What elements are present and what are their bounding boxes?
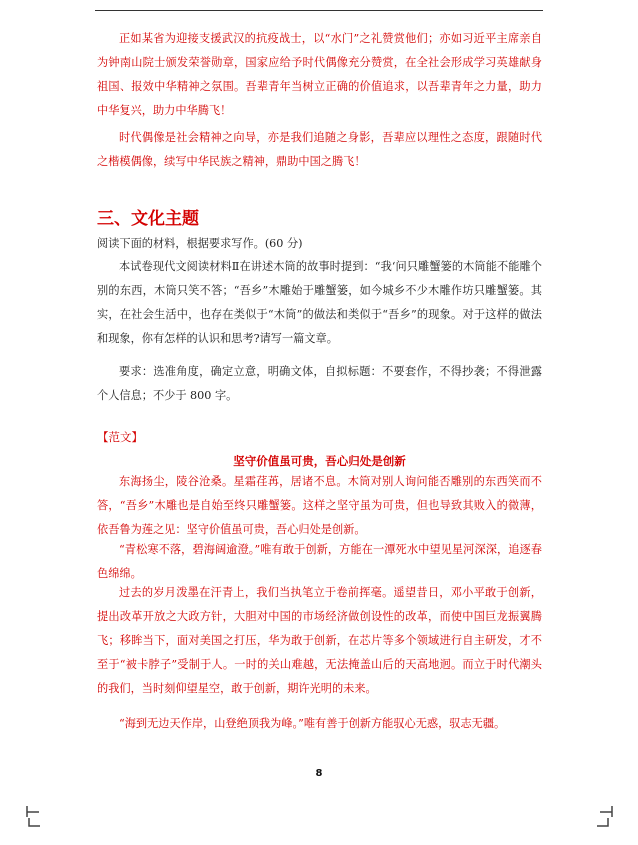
prompt-material: 本试卷现代文阅读材料Ⅱ在讲述木筒的故事时提到：“我‘问只雕蟹篓的木筒能不能雕个别的东西，木筒只笑不答；“吾乡”木雕始于雕蟹篓，如今城乡不少木雕作坊只雕蟹篓。其实，在社会生活中，也存在类似于“木筒”的做法和类似于“吾乡”的现象。对于这样的做法和现象，你有怎样的认识和思考?请写一篇文章。 xyxy=(97,260,542,345)
paragraph-top-1: 正如某省为迎接支援武汉的抗疫战士，以“水门”之礼赞赏他们；亦如习近平主席亲自为钟南山院士颁发荣誉勋章，国家应给予时代偶像充分赞赏，在全社会形成学习英雄献身祖国、报效中华精神之氛围。吾辈青年当树立正确的价值追求，以吾辈青年之力量，助力中华复兴，助力中华腾飞！ xyxy=(97,32,542,117)
prompt-instruction: 阅读下面的材料，根据要求写作。(60 分) xyxy=(97,237,303,250)
crop-mark-left-bottom xyxy=(28,818,42,830)
crop-mark-right-bottom xyxy=(596,818,610,830)
section-heading: 三、文化主题 xyxy=(97,209,199,229)
essay-paragraph-4: “海到无边天作岸，山登绝顶我为峰。”唯有善于创新方能驭心无惑，驭志无疆。 xyxy=(119,717,506,730)
header-rule xyxy=(95,10,543,11)
essay-paragraph-1: 东海扬尘，陵谷沧桑。星霜荏苒，居诸不息。木筒对别人询问能否雕别的东西笑而不答，“吾乡”木雕也是自始至终只雕蟹篓。这样之坚守虽为可贵，但也导致其败入的微薄，依吾鲁为莲之见：坚守价值虽可贵，吾心归处是创新。 xyxy=(97,475,542,536)
prompt-requirements: 要求：选准角度，确定立意，明确文体，自拟标题：不要套作，不得抄袭；不得泄露个人信息；不少于 800 字。 xyxy=(97,365,542,402)
page-number: 8 xyxy=(315,768,323,779)
example-label: 【范文】 xyxy=(97,430,143,444)
essay-paragraph-2: “青松寒不落，碧海阔逾澄。”唯有敢于创新，方能在一潭死水中望见星河深深，追逐春色绵绵。 xyxy=(97,543,542,580)
paragraph-top-2: 时代偶像是社会精神之向导，亦是我们追随之身影，吾辈应以理性之态度，跟随时代之楷模偶像，续写中华民族之精神，鼎助中国之腾飞！ xyxy=(97,131,542,168)
crop-mark-left-top xyxy=(26,806,40,818)
essay-paragraph-3: 过去的岁月泼墨在汗青上，我们当执笔立于卷前挥毫。遥望昔日，邓小平敢于创新，提出改革开放之大政方针，大胆对中国的市场经济做创设性的改革，而使中国巨龙振翼腾飞；移眸当下，面对美国之打压，华为敢于创新，在芯片等多个领域进行自主研发，才不至于“被卡脖子”受制于人。一时的关山难越，无法掩盖山后的天高地迥。而立于时代潮头的我们，当时刻仰望星空，敢于创新，期许光明的未来。 xyxy=(97,586,542,695)
essay-title: 坚守价值虽可贵，吾心归处是创新 xyxy=(233,454,406,468)
crop-mark-right-top xyxy=(600,806,614,818)
